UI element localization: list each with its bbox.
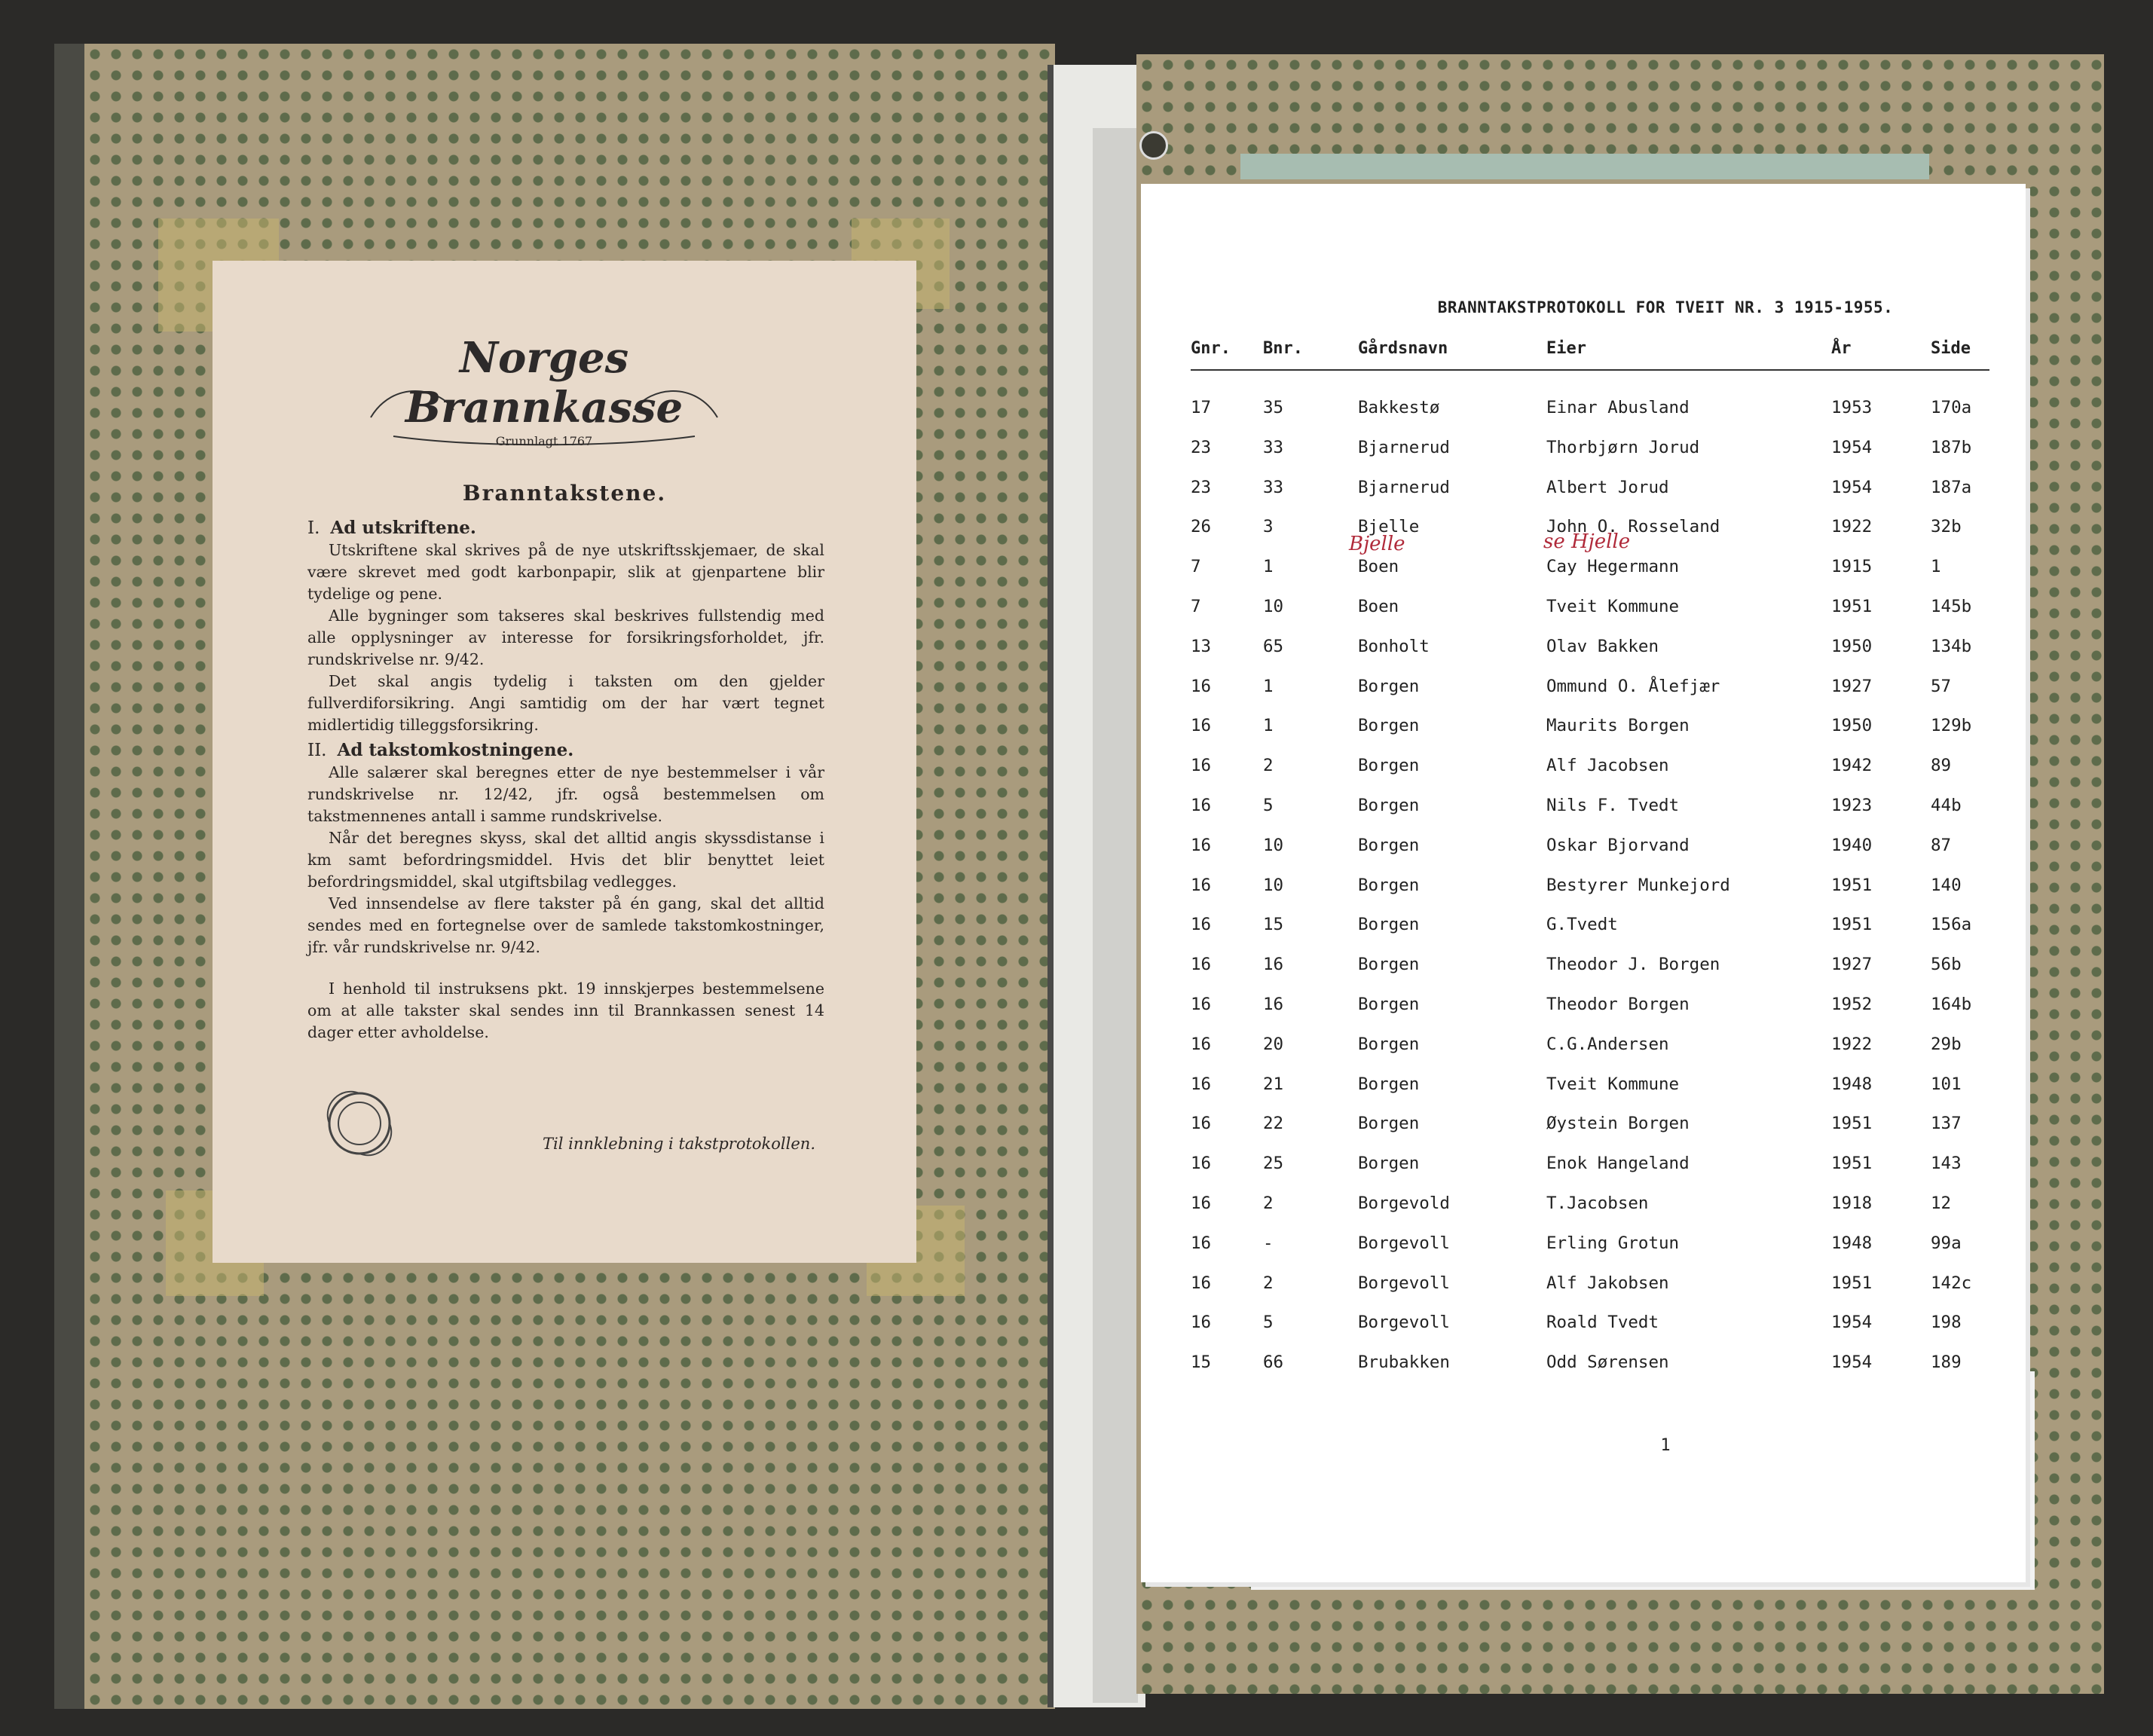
table-row [1191,1194,1989,1224]
cell-aar: 1922 [1831,1034,1873,1054]
cell-gnr: 7 [1191,557,1201,577]
cell-eier: Roald Tvedt [1546,1313,1659,1333]
cell-gnr: 16 [1191,955,1212,975]
cell-side: 198 [1931,1313,1962,1333]
cell-side: 156a [1931,915,1972,935]
cell-bnr: 65 [1263,636,1284,656]
cell-gardsnavn: Borgevoll [1358,1233,1450,1253]
page-number: 1 [1660,1436,1671,1455]
cell-side: 129b [1931,716,1972,736]
paragraph-2: Alle bygninger som takseres skal beskrives fullstendig med alle opplysninger av interesse for forsikringsforholdet, jfr. rundskrivelse nr. 9/42. [307,607,824,668]
table-row [1191,796,1989,826]
cell-gardsnavn: Borgen [1358,1034,1420,1054]
cell-gnr: 13 [1191,636,1212,656]
cell-bnr: - [1263,1233,1274,1253]
cell-side: 145b [1931,597,1972,616]
cell-gnr: 7 [1191,597,1201,616]
cell-gnr: 16 [1191,1074,1212,1094]
table-row [1191,1114,1989,1144]
cell-aar: 1953 [1831,398,1873,417]
cell-eier: Bestyrer Munkejord [1546,875,1730,895]
cell-eier: Tveit Kommune [1546,597,1680,616]
cell-eier: Tveit Kommune [1546,1074,1680,1094]
cell-eier: Maurits Borgen [1546,716,1690,736]
cell-gnr: 16 [1191,1114,1212,1134]
cell-bnr: 33 [1263,437,1284,457]
header-eier: Eier [1546,339,1586,358]
cell-side: 143 [1931,1154,1962,1174]
table-row [1191,677,1989,707]
cell-aar: 1954 [1831,1313,1873,1333]
cell-side: 89 [1931,756,1952,776]
cell-gardsnavn: Bjarnerud [1358,437,1450,457]
cell-aar: 1954 [1831,1352,1873,1373]
cell-bnr: 1 [1263,557,1274,577]
cell-bnr: 1 [1263,676,1274,696]
cell-eier: Øystein Borgen [1546,1114,1690,1134]
cell-side: 189 [1931,1352,1962,1373]
cell-aar: 1951 [1831,875,1873,895]
table-row [1191,1352,1989,1383]
cell-bnr: 1 [1263,716,1274,736]
cell-aar: 1951 [1831,1273,1873,1293]
table-header [1191,339,1989,371]
cell-gardsnavn: Bakkestø [1358,398,1440,417]
cell-aar: 1954 [1831,437,1873,457]
seal-icon [318,1082,401,1165]
notice-title: Branntakstene. [462,481,667,506]
cell-aar: 1951 [1831,1114,1873,1134]
cell-aar: 1948 [1831,1074,1873,1094]
cell-gardsnavn: Borgen [1358,676,1420,696]
cell-gnr: 16 [1191,995,1212,1014]
cell-gardsnavn: Bjelle [1358,517,1420,537]
cell-side: 170a [1931,398,1972,417]
header-gnr: Gnr. [1191,339,1231,358]
cell-gardsnavn: Borgen [1358,1154,1420,1174]
cell-aar: 1952 [1831,995,1873,1014]
cell-bnr: 10 [1263,835,1284,855]
cell-gnr: 26 [1191,517,1212,537]
cell-bnr: 22 [1263,1114,1284,1134]
cell-side: 57 [1931,676,1952,696]
cell-gardsnavn: Borgen [1358,835,1420,855]
cell-side: 101 [1931,1074,1962,1094]
cell-aar: 1927 [1831,955,1873,975]
cell-side: 87 [1931,835,1952,855]
cell-gnr: 16 [1191,1194,1212,1213]
header-gardsnavn: Gårdsnavn [1358,339,1448,358]
cell-gardsnavn: Borgen [1358,915,1420,935]
cell-bnr: 33 [1263,477,1284,497]
cell-side: 32b [1931,517,1962,537]
index-tab [1240,154,1929,179]
header-aar: År [1831,339,1852,358]
cell-gardsnavn: Brubakken [1358,1352,1450,1373]
cell-eier: Odd Sørensen [1546,1352,1669,1373]
cell-eier: Olav Bakken [1546,636,1659,656]
cell-gnr: 17 [1191,398,1212,417]
notice-footer: Til innklebning i takstprotokollen. [542,1135,815,1153]
cell-gnr: 23 [1191,437,1212,457]
table-row [1191,876,1989,906]
cell-bnr: 5 [1263,796,1274,815]
cell-bnr: 25 [1263,1154,1284,1174]
cell-eier: John O. Rosseland [1546,517,1720,537]
cell-gardsnavn: Borgevoll [1358,1313,1450,1333]
cell-aar: 1922 [1831,517,1873,537]
cell-side: 44b [1931,796,1962,815]
cell-eier: Cay Hegermann [1546,557,1680,577]
page-edge [1093,128,1138,1703]
table-row [1191,955,1989,985]
cell-aar: 1954 [1831,477,1873,497]
cell-gnr: 16 [1191,1154,1212,1174]
cell-side: 12 [1931,1194,1952,1213]
table-row [1191,1154,1989,1184]
cell-gnr: 16 [1191,875,1212,895]
cell-gnr: 16 [1191,1273,1212,1293]
cell-gardsnavn: Borgen [1358,756,1420,776]
cell-aar: 1923 [1831,796,1873,815]
cell-gardsnavn: Borgevold [1358,1194,1450,1213]
notice-body [307,514,824,1044]
cell-bnr: 66 [1263,1352,1284,1373]
cell-gnr: 16 [1191,796,1212,815]
cell-eier: Alf Jakobsen [1546,1273,1669,1293]
cell-aar: 1951 [1831,1154,1873,1174]
table-row [1191,398,1989,428]
table-row [1191,756,1989,786]
cell-eier: T.Jacobsen [1546,1194,1649,1213]
cell-aar: 1918 [1831,1194,1873,1213]
cell-gardsnavn: Borgen [1358,995,1420,1014]
cell-bnr: 3 [1263,517,1274,537]
cell-gardsnavn: Bjarnerud [1358,477,1450,497]
cell-side: 140 [1931,875,1962,895]
table-row [1191,597,1989,627]
cell-side: 137 [1931,1114,1962,1134]
cell-side: 164b [1931,995,1972,1014]
table-row [1191,995,1989,1025]
table-row [1191,1233,1989,1264]
paragraph-3: Det skal angis tydelig i taksten om den gjelder fullverdiforsikring. Angi samtidig om der har vært tegnet midlertidig tilleggsforsikring. [307,672,824,734]
paragraph-5: Når det beregnes skyss, skal det alltid angis skyssdistanse i km samt befordringsmiddel. Hvis det blir benyttet leiet befordringsmiddel, skal utgiftsbilag vedlegges. [307,829,824,891]
cell-aar: 1948 [1831,1233,1873,1253]
cell-aar: 1951 [1831,597,1873,616]
cell-bnr: 2 [1263,1194,1274,1213]
cell-gnr: 16 [1191,676,1212,696]
cell-side: 134b [1931,636,1972,656]
cell-bnr: 2 [1263,756,1274,776]
cell-eier: C.G.Andersen [1546,1034,1669,1054]
cell-bnr: 2 [1263,1273,1274,1293]
header-bnr: Bnr. [1263,339,1303,358]
table-row [1191,716,1989,746]
cell-gardsnavn: Borgen [1358,1074,1420,1094]
paragraph-1: Utskriftene skal skrives på de nye utskriftsskjemaer, de skal være skrevet med godt karbonpapir, slik at gjenpartene blir tydelige og pene. [307,541,824,603]
table-row [1191,1273,1989,1304]
cell-bnr: 35 [1263,398,1284,417]
cell-aar: 1950 [1831,716,1873,736]
cell-gardsnavn: Borgen [1358,796,1420,815]
cell-aar: 1940 [1831,835,1873,855]
cell-gardsnavn: Borgen [1358,875,1420,895]
table-row [1191,1074,1989,1105]
cell-gnr: 16 [1191,915,1212,935]
cell-side: 1 [1931,557,1941,577]
cell-eier: Alf Jacobsen [1546,756,1669,776]
cell-gnr: 15 [1191,1352,1212,1373]
cell-bnr: 10 [1263,875,1284,895]
cell-gardsnavn: Borgevoll [1358,1273,1450,1293]
cell-side: 187a [1931,477,1972,497]
cell-side: 187b [1931,437,1972,457]
cell-gardsnavn: Borgen [1358,955,1420,975]
cell-bnr: 15 [1263,915,1284,935]
cell-side: 99a [1931,1233,1962,1253]
cell-bnr: 16 [1263,995,1284,1014]
binder-hole [1139,131,1168,160]
table-row [1191,1035,1989,1065]
glued-notice [213,261,916,1263]
cell-gnr: 16 [1191,835,1212,855]
cell-eier: G.Tvedt [1546,915,1618,935]
brand-founded: Grunnlagt 1767 [495,434,593,448]
table-row [1191,438,1989,468]
cell-gnr: 23 [1191,477,1212,497]
cell-gardsnavn: Boen [1358,557,1399,577]
paragraph-6: Ved innsendelse av flere takster på én gang, skal det alltid sendes med en fortegnelse over de samlede takstomkostninger, jfr. vår rundskrivelse nr. 9/42. [307,894,824,956]
cell-eier: Erling Grotun [1546,1233,1680,1253]
table-row [1191,915,1989,945]
register-page [1141,184,2026,1582]
handwritten-owner-note: se Hjelle [1543,530,1631,553]
cell-gnr: 16 [1191,756,1212,776]
cell-bnr: 21 [1263,1074,1284,1094]
cell-gardsnavn: Borgen [1358,1114,1420,1134]
cell-gnr: 16 [1191,1233,1212,1253]
header-side: Side [1931,339,1971,358]
cell-eier: Thorbjørn Jorud [1546,437,1700,457]
table-row [1191,1313,1989,1343]
cell-aar: 1951 [1831,915,1873,935]
cell-gnr: 16 [1191,1313,1212,1333]
cell-eier: Enok Hangeland [1546,1154,1690,1174]
cell-bnr: 10 [1263,597,1284,616]
section-2-heading: II. Ad takstomkostningene. [307,740,574,760]
cell-eier: Theodor Borgen [1546,995,1690,1014]
cell-eier: Theodor J. Borgen [1546,955,1720,975]
cell-bnr: 20 [1263,1034,1284,1054]
cell-eier: Ommund O. Ålefjær [1546,676,1720,696]
cell-side: 142c [1931,1273,1972,1293]
cell-side: 56b [1931,955,1962,975]
cell-aar: 1950 [1831,636,1873,656]
cell-gardsnavn: Bonholt [1358,636,1430,656]
brand-name: Norges Brannkasse [405,333,684,432]
register-title: BRANNTAKSTPROTOKOLL FOR TVEIT NR. 3 1915-1955. [1437,298,1894,316]
cell-aar: 1915 [1831,557,1873,577]
cell-bnr: 5 [1263,1313,1274,1333]
cell-aar: 1942 [1831,756,1873,776]
table-row [1191,836,1989,866]
cell-eier: Nils F. Tvedt [1546,796,1680,815]
cell-gardsnavn: Borgen [1358,716,1420,736]
table-row [1191,557,1989,587]
cell-gardsnavn: Boen [1358,597,1399,616]
cell-bnr: 16 [1263,955,1284,975]
cell-eier: Oskar Bjorvand [1546,835,1690,855]
cell-gnr: 16 [1191,716,1212,736]
section-1-heading: I. Ad utskriftene. [307,518,476,538]
cell-eier: Albert Jorud [1546,477,1669,497]
table-row [1191,637,1989,667]
table-row [1191,478,1989,508]
cell-gnr: 16 [1191,1034,1212,1054]
paragraph-4: Alle salærer skal beregnes etter de nye bestemmelser i vår rundskrivelse nr. 12/42, jfr. også bestemmelsen om takstmennenes antall i samme rundskrivelse. [307,763,824,825]
cell-eier: Einar Abusland [1546,398,1690,417]
cell-aar: 1927 [1831,676,1873,696]
cell-side: 29b [1931,1034,1962,1054]
handwritten-farm-note: Bjelle [1349,533,1405,555]
paragraph-7: I henhold til instruksens pkt. 19 innskjerpes bestemmelsene om at alle takster skal sendes inn til Brannkassen senest 14 dager etter avholdelse. [307,980,824,1041]
